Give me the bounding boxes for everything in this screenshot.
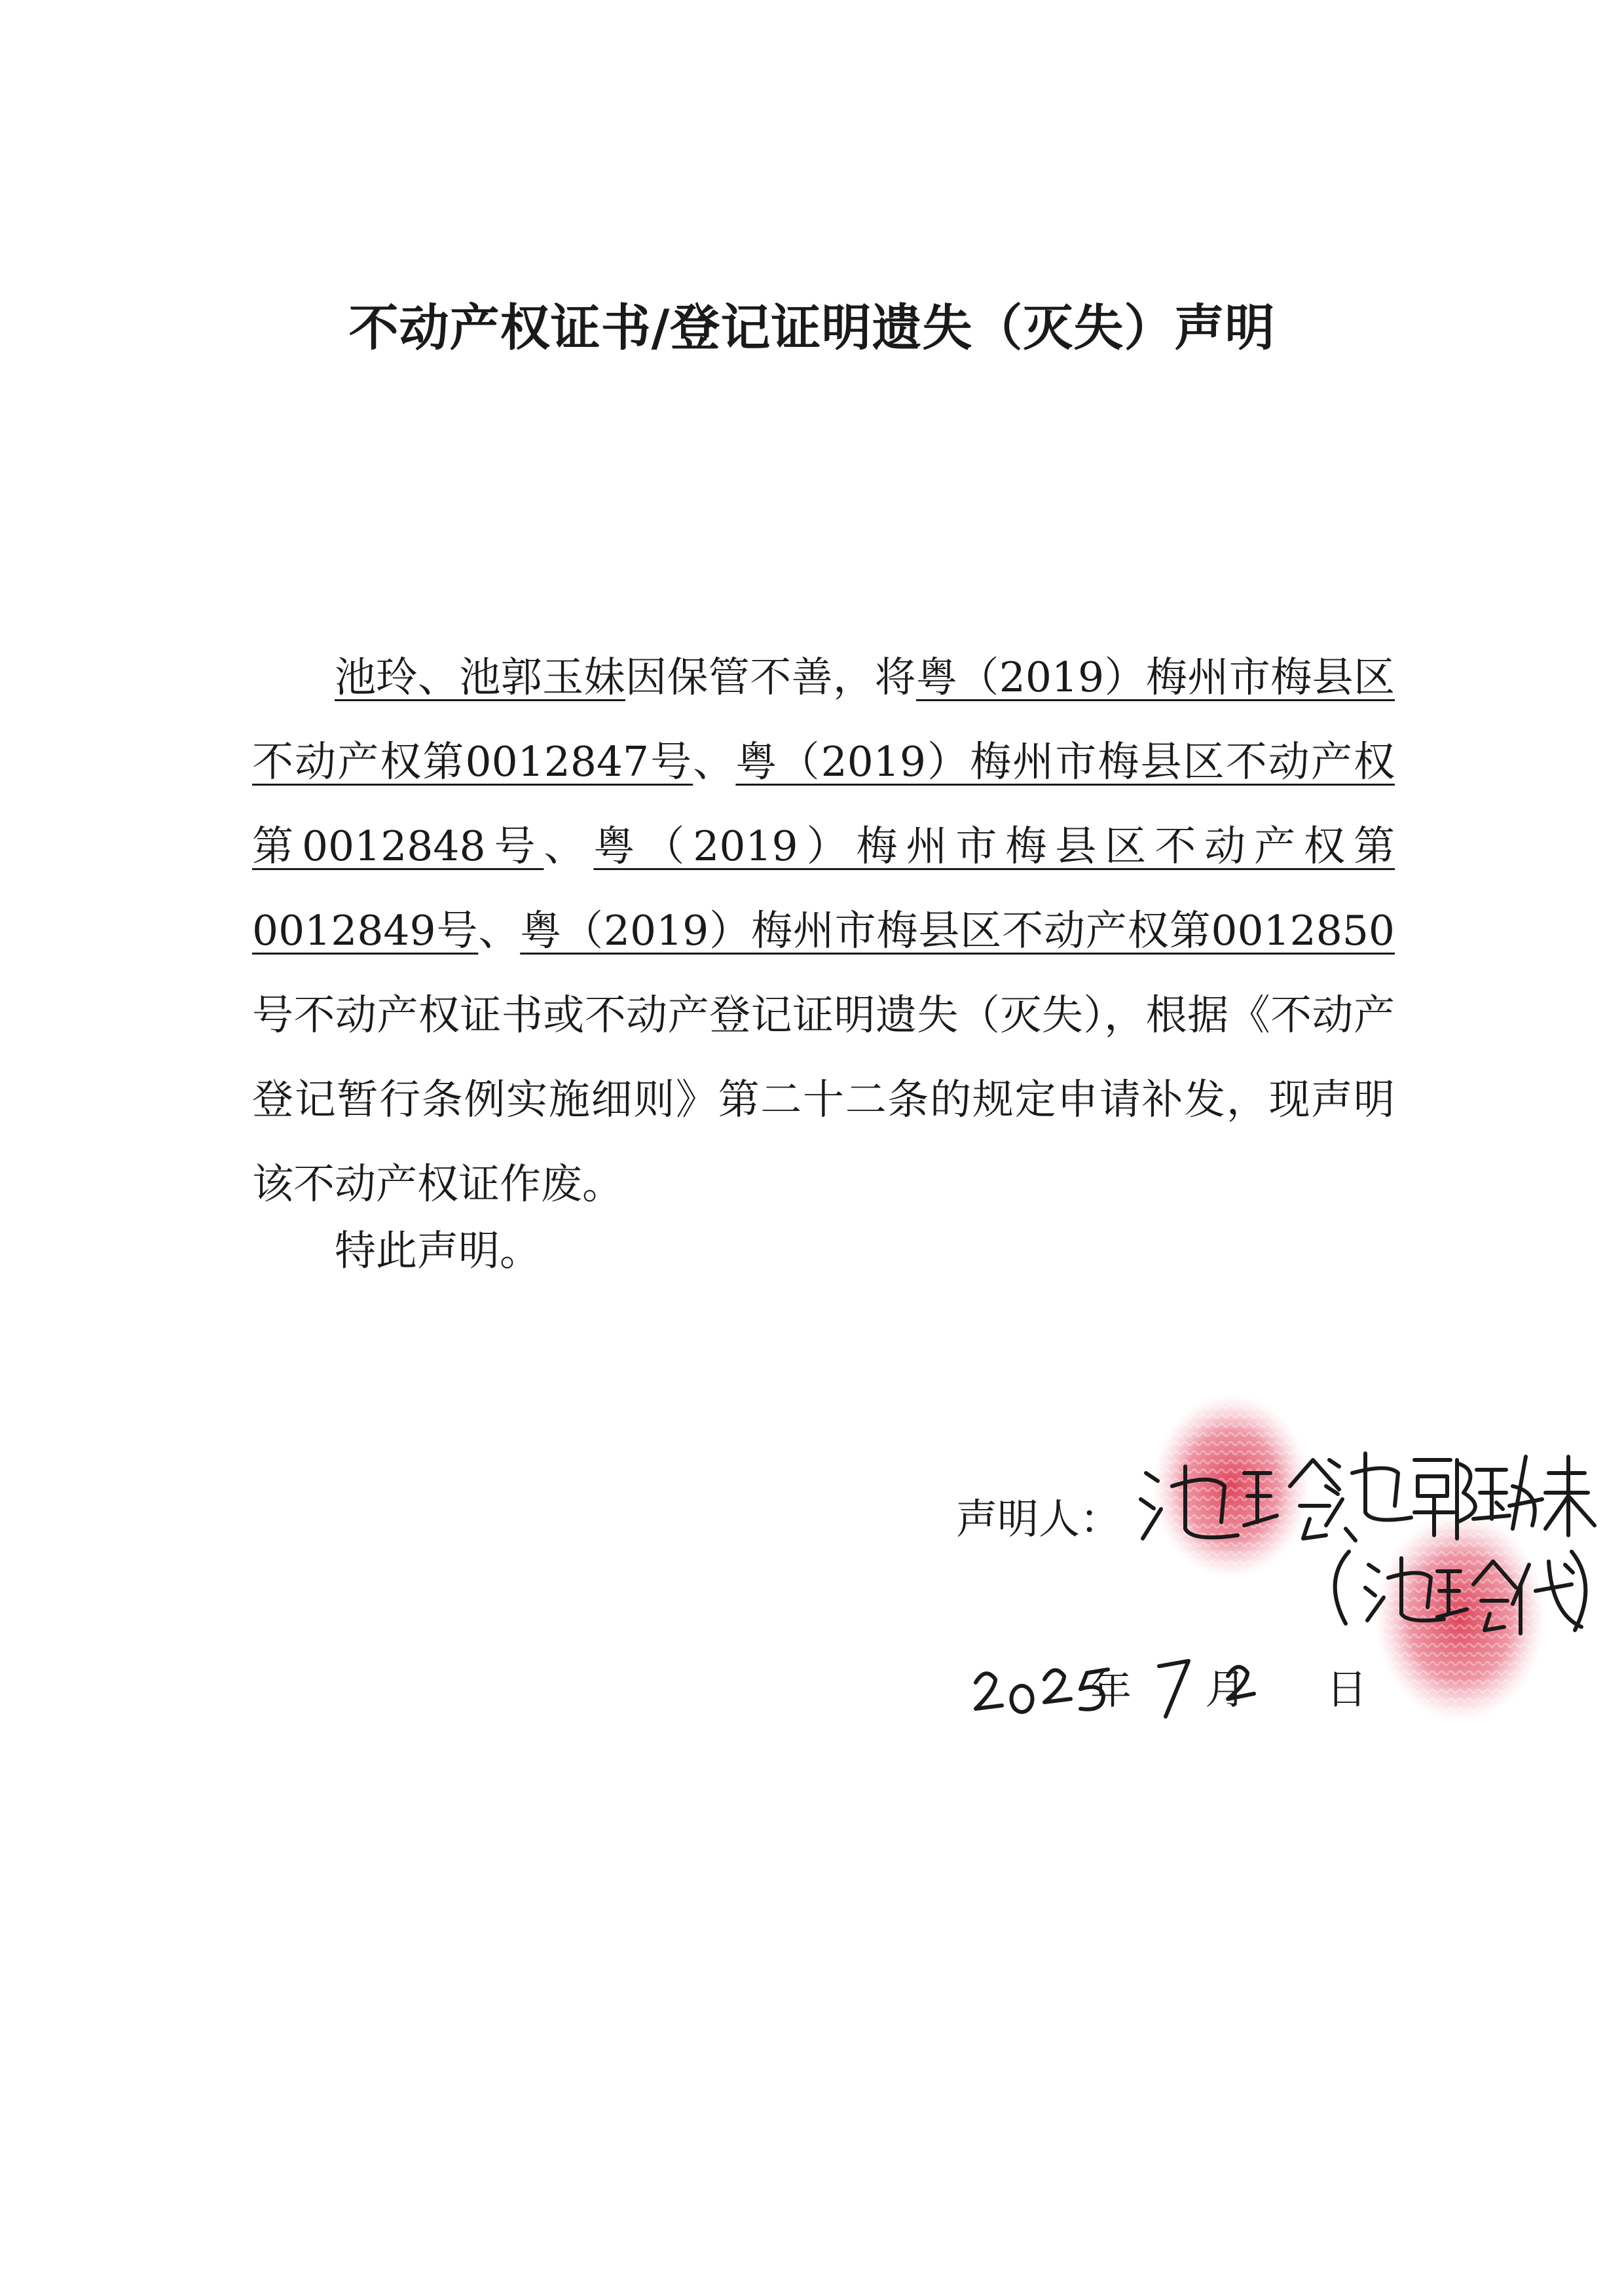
declarant-label: 声明人： [956,1495,1121,1543]
certificate-number-4: 粤（2019）梅州市梅县区不动产权第0012850 [520,907,1395,955]
date-day-label: 日 [1326,1666,1367,1713]
certificate-number-3: 粤（2019）梅州市梅县区不动产权第0012849号 [252,822,1395,955]
document-title: 不动产权证书/登记证明遗失（灭失）声明 [348,299,1276,357]
separator-2: 、 [544,822,594,870]
certificate-number-1: 粤（2019）梅州市梅县区不动产权第0012847号 [252,653,1395,786]
certificate-number-2: 粤（2019）梅州市梅县区不动产权第0012848号 [252,738,1395,870]
closing-text: 特此声明。 [335,1227,541,1275]
statement-text-2: 号不动产权证书或不动产登记证明遗失（灭失），根据《不动产登记暂行条例实施细则》第二十二条的规定申请补发，现声明该不动产权证作废。 [252,991,1395,1208]
owner-names: 池玲、池郭玉妹 [335,653,625,701]
statement-text-1: 因保管不善，将 [625,653,916,701]
date-year-label: 年 [1090,1666,1132,1713]
date-month-label: 月 [1205,1666,1246,1713]
separator-1: 、 [693,738,736,786]
separator-3: 、 [478,907,521,955]
